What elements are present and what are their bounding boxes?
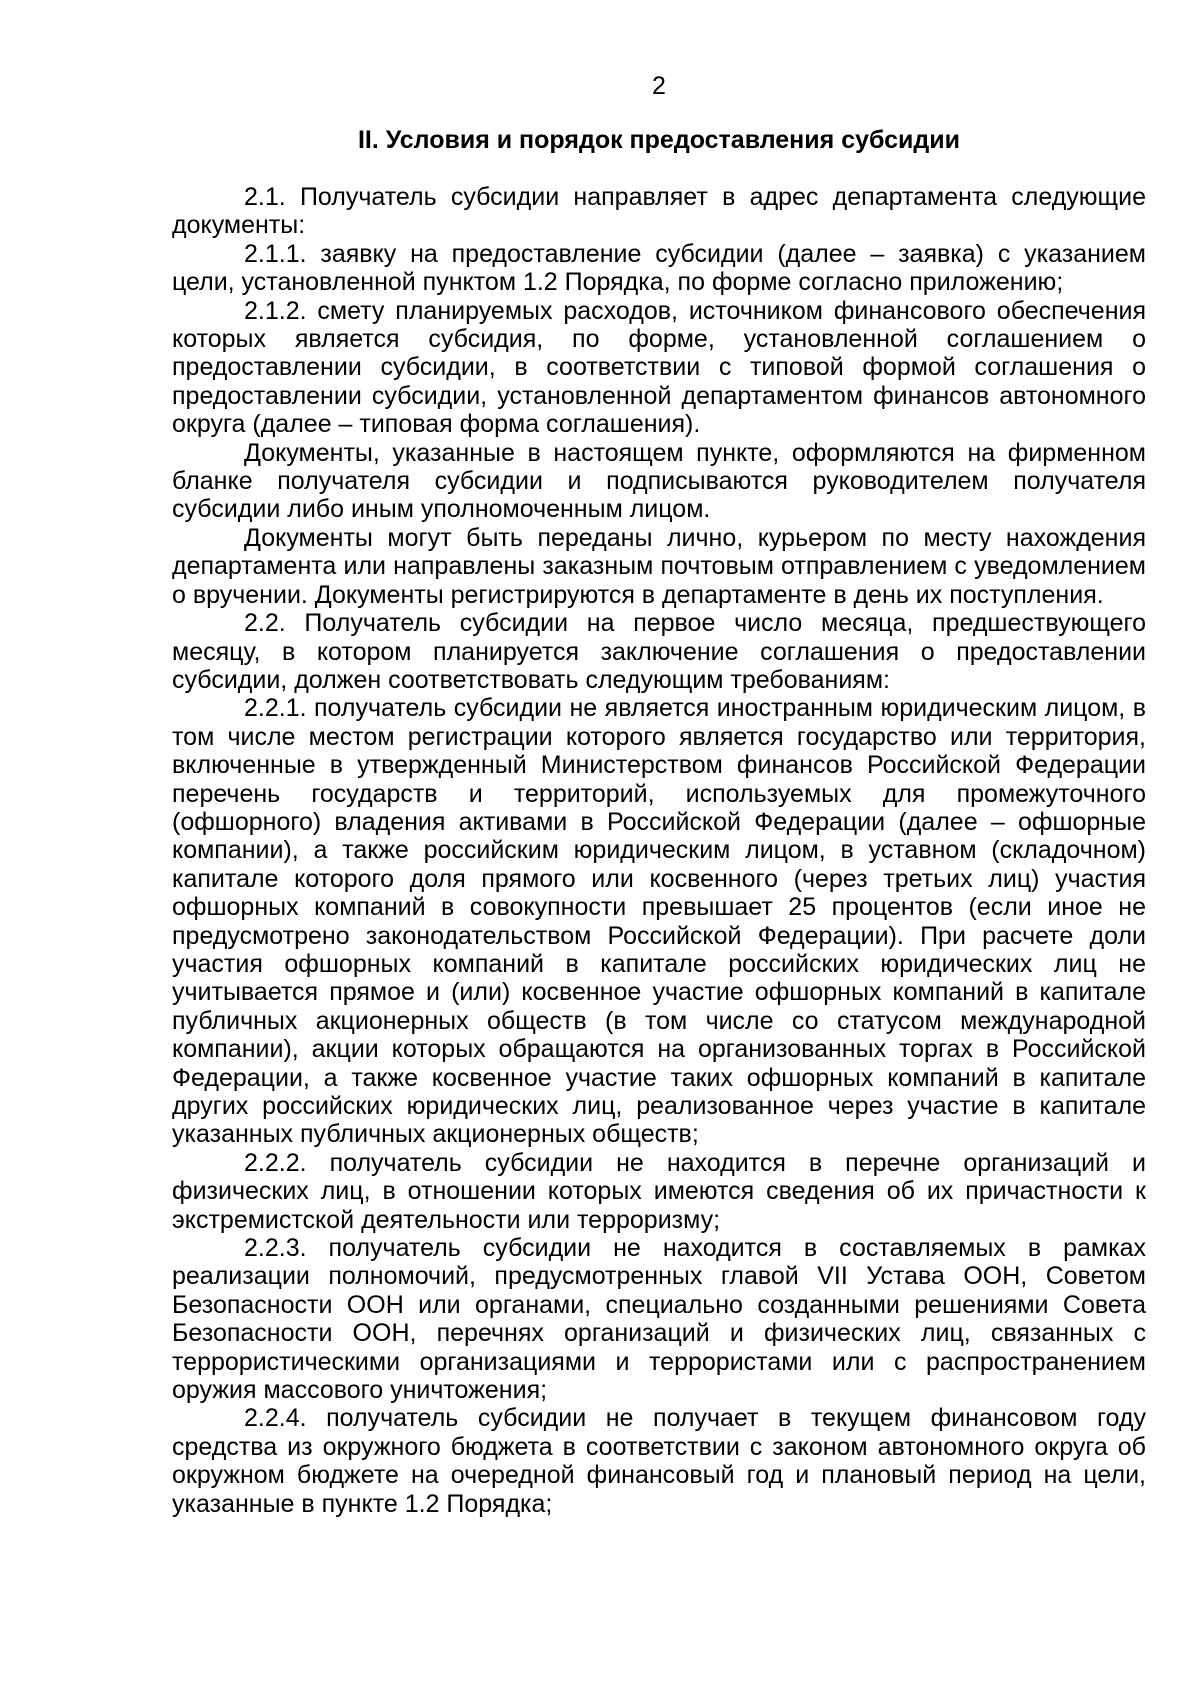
- paragraph-2-2-1: 2.2.1. получатель субсидии не является иностранным юридическим лицом, в том числе местом регистрации которого является государство или территория, включенные в утвержденный Министерством финансов Российской Федерации перечень государств и территорий, используемых для промежуточного (офшорного) владения активами в Российской Федерации (далее – офшорные компании), а также российским юридическим лицом, в уставном (складочном) капитале которого доля прямого или косвенного (через третьих лиц) участия офшорных компаний в совокупности превышает 25 процентов (если иное не предусмотрено законодательством Российской Федерации). При расчете доли участия офшорных компаний в капитале российских юридических лиц не учитывается прямое и (или) косвенное участие офшорных компаний в капитале публичных акционерных обществ (в том числе со статусом международной компании), акции которых обращаются на организованных торгах в Российской Федерации, а также косвенное участие таких офшорных компаний в капитале других российских юридических лиц, реализованное через участие в капитале указанных публичных акционерных обществ;: [172, 694, 1146, 1149]
- page-number: 2: [652, 72, 666, 100]
- paragraph-2-1-2: 2.1.2. смету планируемых расходов, источником финансового обеспечения которых является субсидия, по форме, установленной соглашением о предоставлении субсидии, в соответствии с типовой формой соглашения о предоставлении субсидии, установленной департаментом финансов автономного округа (далее – типовая форма соглашения).: [172, 296, 1146, 439]
- paragraph-2-2: 2.2. Получатель субсидии на первое число месяца, предшествующего месяцу, в котором планируется заключение соглашения о предоставлении субсидии, должен соответствовать следующим требованиям:: [172, 609, 1146, 694]
- paragraph-2-2-3: 2.2.3. получатель субсидии не находится в составляемых в рамках реализации полномочий, предусмотренных главой VII Устава ООН, Советом Безопасности ООН или органами, специально созданными решениями Совета Безопасности ООН, перечнях организаций и физических лиц, связанных с террористическими организациями и террористами или с распространением оружия массового уничтожения;: [172, 1234, 1146, 1405]
- paragraph-2-1-1: 2.1.1. заявку на предоставление субсидии (далее – заявка) с указанием цели, установленной пунктом 1.2 Порядка, по форме согласно приложению;: [172, 239, 1146, 297]
- paragraph-documents-delivery: Документы могут быть переданы лично, курьером по месту нахождения департамента или направлены заказным почтовым отправлением с уведомлением о вручении. Документы регистрируются в департаменте в день их поступления.: [172, 523, 1146, 609]
- paragraph-2-2-2: 2.2.2. получатель субсидии не находится в перечне организаций и физических лиц, в отношении которых имеются сведения об их причастности к экстремистской деятельности или терроризму;: [172, 1148, 1146, 1234]
- document-body: [172, 183, 1146, 1518]
- paragraph-2-2-4: 2.2.4. получатель субсидии не получает в текущем финансовом году средства из окружного бюджета в соответствии с законом автономного округа об окружном бюджете на очередной финансовый год и плановый период на цели, указанные в пункте 1.2 Порядка;: [172, 1404, 1146, 1518]
- section-title: II. Условия и порядок предоставления субсидии: [357, 126, 960, 154]
- paragraph-documents-format: Документы, указанные в настоящем пункте, оформляются на фирменном бланке получателя субсидии и подписываются руководителем получателя субсидии либо иным уполномоченным лицом.: [172, 438, 1146, 524]
- paragraph-2-1: 2.1. Получатель субсидии направляет в адрес департамента следующие документы:: [172, 183, 1146, 240]
